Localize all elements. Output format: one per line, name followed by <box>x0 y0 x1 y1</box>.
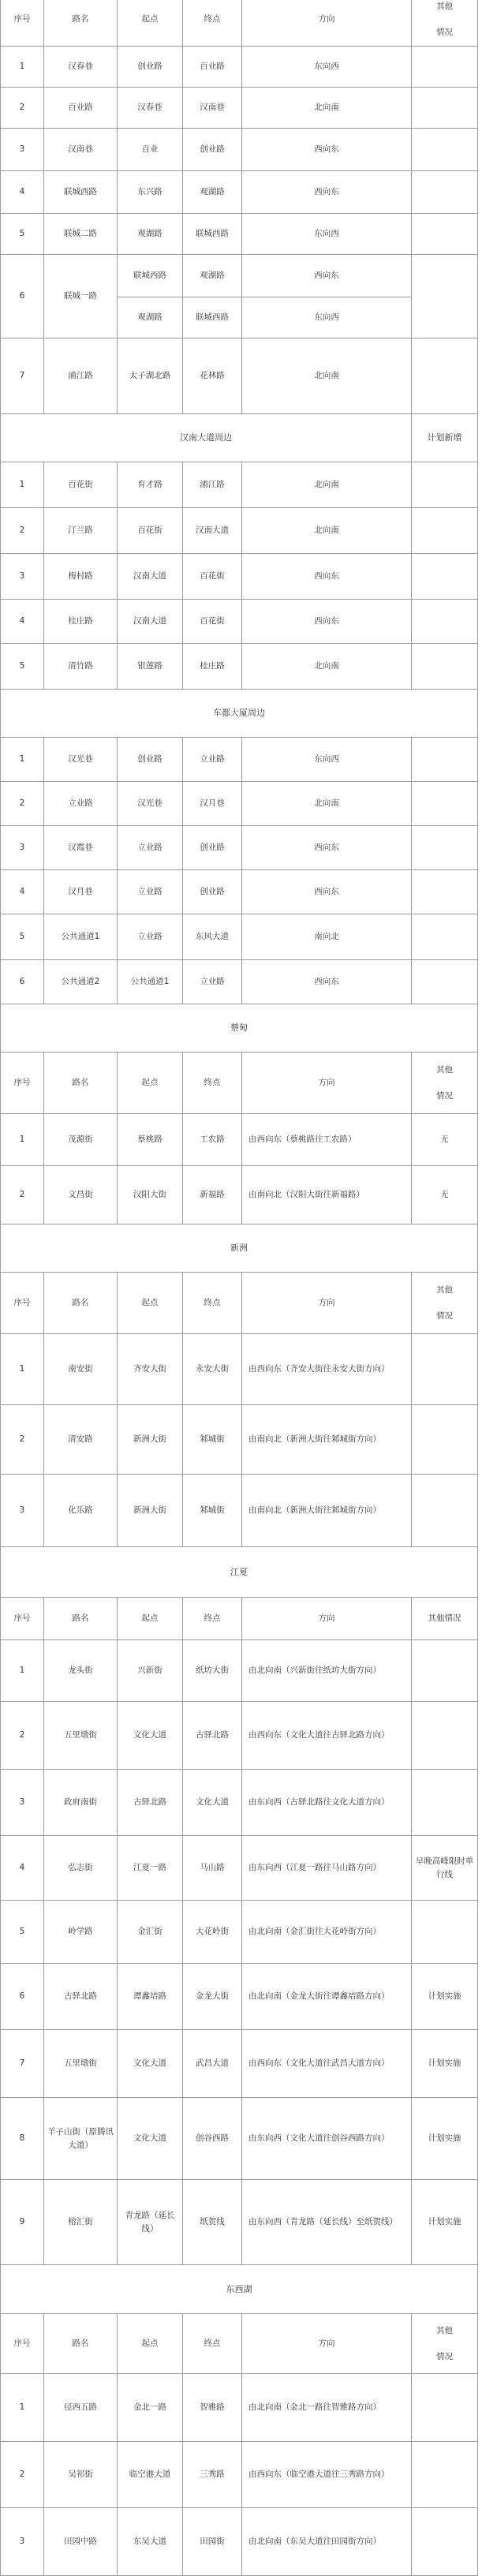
cell-direction: 北向南 <box>242 88 412 129</box>
cell-other <box>412 214 478 255</box>
table-row <box>1 129 478 171</box>
cell-start: 新洲大街 <box>118 1475 183 1547</box>
cell-end: 创业路 <box>183 826 242 870</box>
cell-road: 羊子山街（原腾讯大道） <box>44 2098 118 2180</box>
cell-direction: 西向东 <box>242 600 412 644</box>
cell-direction: 由北向南（金北一路往智雅路方向） <box>242 2374 412 2442</box>
header-road: 路名 <box>44 1052 118 1114</box>
cell-direction: 由北向南（东吴大道往田园街方向） <box>242 2508 412 2576</box>
cell-other: 无 <box>412 1114 478 1166</box>
header-start: 起点 <box>118 1598 183 1640</box>
cell-other <box>412 462 478 508</box>
table-row <box>1 2030 478 2098</box>
header-end: 终点 <box>183 0 242 47</box>
cell-start: 银莲路 <box>118 644 183 690</box>
cell-seq: 6 <box>1 255 44 338</box>
header-other: 其他 情况 <box>412 1052 478 1114</box>
cell-road: 化乐路 <box>44 1475 118 1547</box>
section-title-caidian: 蔡甸 <box>1 1004 478 1052</box>
cell-other <box>412 644 478 690</box>
header-other: 其他 情况 <box>412 1273 478 1334</box>
table-row <box>1 600 478 644</box>
table-row <box>1 214 478 255</box>
header-road: 路名 <box>44 2314 118 2374</box>
cell-road: 弘志街 <box>44 1836 118 1901</box>
header-direction: 方向 <box>242 0 412 47</box>
cell-start: 兴新街 <box>118 1640 183 1702</box>
cell-end: 百花街 <box>183 600 242 644</box>
cell-end: 百业路 <box>183 47 242 88</box>
section-hannan-row <box>1 414 478 462</box>
cell-other <box>412 2442 478 2508</box>
cell-start: 百业 <box>118 129 183 171</box>
cell-end: 观湖路 <box>183 255 242 297</box>
cell-seq: 5 <box>1 644 44 690</box>
table-header-row <box>1 1273 478 1334</box>
cell-other <box>412 1405 478 1475</box>
cell-end: 立业路 <box>183 738 242 782</box>
cell-start: 文化大道 <box>118 1702 183 1770</box>
table-row <box>1 960 478 1004</box>
cell-seq: 6 <box>1 960 44 1004</box>
table-row <box>1 462 478 508</box>
table-row <box>1 738 478 782</box>
cell-start: 谭鑫培路 <box>118 1964 183 2030</box>
cell-road: 政府南街 <box>44 1770 118 1836</box>
cell-other <box>412 129 478 171</box>
cell-seq: 5 <box>1 214 44 255</box>
cell-seq: 4 <box>1 1836 44 1901</box>
cell-direction: 由北向南（金汇街往大花岭街方向） <box>242 1901 412 1964</box>
cell-other: 计划实施 <box>412 2030 478 2098</box>
cell-seq: 1 <box>1 1114 44 1166</box>
cell-road: 榕汇街 <box>44 2180 118 2265</box>
cell-direction: 由东向西（古驿北路往文化大道方向） <box>242 1770 412 1836</box>
cell-direction: 西向东 <box>242 171 412 214</box>
cell-end: 智雅路 <box>183 2374 242 2442</box>
cell-direction: 东向西 <box>242 214 412 255</box>
cell-end: 联城西路 <box>183 214 242 255</box>
cell-seq: 3 <box>1 826 44 870</box>
cell-road: 径西五路 <box>44 2374 118 2442</box>
cell-road: 百花街 <box>44 462 118 508</box>
cell-seq: 3 <box>1 1475 44 1547</box>
cell-direction: 由西向东（文化大道往武昌大道方向） <box>242 2030 412 2098</box>
cell-end: 大花岭街 <box>183 1901 242 1964</box>
cell-direction: 由西向东（临空港大道往三秀路方向） <box>242 2442 412 2508</box>
cell-direction: 北向南 <box>242 462 412 508</box>
table-row <box>1 255 478 297</box>
cell-other: 计划实施 <box>412 1964 478 2030</box>
section-title-hannan: 汉南大道周边 <box>1 414 412 462</box>
cell-road: 古驿北路 <box>44 1964 118 2030</box>
cell-seq: 2 <box>1 1702 44 1770</box>
cell-seq: 2 <box>1 508 44 554</box>
table-row <box>1 2508 478 2576</box>
cell-end: 纸贺线 <box>183 2180 242 2265</box>
cell-road: 公共通道1 <box>44 914 118 960</box>
cell-end: 工农路 <box>183 1114 242 1166</box>
cell-end: 联城西路 <box>183 297 242 338</box>
cell-other <box>412 1475 478 1547</box>
cell-start: 太子湖北路 <box>118 338 183 414</box>
cell-road: 清竹路 <box>44 644 118 690</box>
cell-road: 立业路 <box>44 782 118 826</box>
cell-road: 南安街 <box>44 1334 118 1405</box>
header-direction: 方向 <box>242 2314 412 2374</box>
table-row <box>1 1166 478 1224</box>
cell-road: 汉霞巷 <box>44 826 118 870</box>
cell-other <box>412 2508 478 2576</box>
cell-start: 百花街 <box>118 508 183 554</box>
cell-other <box>412 1901 478 1964</box>
header-road: 路名 <box>44 1598 118 1640</box>
header-road: 路名 <box>44 1273 118 1334</box>
cell-other <box>412 782 478 826</box>
section-xinzhou-row <box>1 1224 478 1273</box>
cell-seq: 1 <box>1 2374 44 2442</box>
table-row <box>1 1114 478 1166</box>
cell-road: 公共通道2 <box>44 960 118 1004</box>
cell-road: 梅村路 <box>44 554 118 600</box>
section-donghu-row <box>1 2265 478 2314</box>
cell-seq: 2 <box>1 2442 44 2508</box>
cell-start: 立业路 <box>118 826 183 870</box>
cell-other <box>412 2374 478 2442</box>
cell-end: 永安大街 <box>183 1334 242 1405</box>
cell-end: 文化大道 <box>183 1770 242 1836</box>
cell-seq: 2 <box>1 1405 44 1475</box>
cell-start: 文化大道 <box>118 2098 183 2180</box>
header-other: 其他 情况 <box>412 0 478 47</box>
table-row <box>1 1901 478 1964</box>
cell-direction: 北向南 <box>242 338 412 414</box>
cell-road: 文昌街 <box>44 1166 118 1224</box>
table-row <box>1 1836 478 1901</box>
cell-start: 联城西路 <box>118 255 183 297</box>
cell-direction: 西向东 <box>242 129 412 171</box>
header-seq: 序号 <box>1 1598 44 1640</box>
cell-other <box>412 508 478 554</box>
cell-start: 公共通道1 <box>118 960 183 1004</box>
cell-road: 清安路 <box>44 1405 118 1475</box>
cell-end: 立业路 <box>183 960 242 1004</box>
cell-other <box>412 914 478 960</box>
cell-direction: 由西向东（齐安大街往永安大街方向） <box>242 1334 412 1405</box>
section-jiangxia-row <box>1 1547 478 1598</box>
cell-road: 汀兰路 <box>44 508 118 554</box>
cell-end: 邾城街 <box>183 1475 242 1547</box>
header-end: 终点 <box>183 1052 242 1114</box>
cell-end: 创业路 <box>183 870 242 914</box>
cell-other <box>412 171 478 214</box>
cell-seq: 3 <box>1 1770 44 1836</box>
header-road: 路名 <box>44 0 118 47</box>
cell-direction: 东向西 <box>242 297 412 338</box>
cell-seq: 1 <box>1 738 44 782</box>
cell-end: 田园街 <box>183 2508 242 2576</box>
cell-start: 汉南大道 <box>118 554 183 600</box>
section-title-donghu: 东西湖 <box>1 2265 478 2314</box>
cell-start: 齐安大街 <box>118 1334 183 1405</box>
cell-end: 创业路 <box>183 129 242 171</box>
cell-seq: 2 <box>1 88 44 129</box>
cell-seq: 4 <box>1 870 44 914</box>
cell-end: 花林路 <box>183 338 242 414</box>
cell-direction: 由南向北（新洲大街往邾城街方向） <box>242 1475 412 1547</box>
cell-end: 三秀路 <box>183 2442 242 2508</box>
cell-start: 汉阳大街 <box>118 1166 183 1224</box>
cell-start: 育才路 <box>118 462 183 508</box>
cell-direction: 东向西 <box>242 738 412 782</box>
cell-road: 岭学路 <box>44 1901 118 1964</box>
cell-direction: 由东向西（江夏一路往马山路方向） <box>242 1836 412 1901</box>
cell-start: 观湖路 <box>118 297 183 338</box>
cell-end: 汉南巷 <box>183 88 242 129</box>
header-end: 终点 <box>183 1598 242 1640</box>
cell-other <box>412 47 478 88</box>
cell-direction: 南向北 <box>242 914 412 960</box>
cell-other <box>412 826 478 870</box>
table-header-row <box>1 2314 478 2374</box>
cell-other <box>412 600 478 644</box>
cell-seq: 8 <box>1 2098 44 2180</box>
cell-direction: 西向东 <box>242 870 412 914</box>
cell-seq: 2 <box>1 782 44 826</box>
table-row <box>1 508 478 554</box>
cell-direction: 西向东 <box>242 255 412 297</box>
header-start: 起点 <box>118 2314 183 2374</box>
cell-seq: 6 <box>1 1964 44 2030</box>
cell-start: 观湖路 <box>118 214 183 255</box>
table-row <box>1 171 478 214</box>
cell-end: 新福路 <box>183 1166 242 1224</box>
section-title-jiangxia: 江夏 <box>1 1547 478 1598</box>
table-row <box>1 1334 478 1405</box>
cell-direction: 西向东 <box>242 960 412 1004</box>
cell-direction: 由西向东（蔡桃路往工农路） <box>242 1114 412 1166</box>
cell-direction: 北向南 <box>242 508 412 554</box>
header-start: 起点 <box>118 1052 183 1114</box>
cell-seq: 5 <box>1 914 44 960</box>
header-direction: 方向 <box>242 1052 412 1114</box>
cell-direction: 西向东 <box>242 826 412 870</box>
table-header-row <box>1 0 478 47</box>
cell-other <box>412 255 478 338</box>
cell-other <box>412 738 478 782</box>
table-row <box>1 2180 478 2265</box>
cell-direction: 由东向西（文化大道往创谷西路方向） <box>242 2098 412 2180</box>
table-row <box>1 2442 478 2508</box>
cell-other: 计划实施 <box>412 2098 478 2180</box>
cell-road: 茂源街 <box>44 1114 118 1166</box>
table-row <box>1 554 478 600</box>
cell-direction: 西向东 <box>242 554 412 600</box>
cell-road: 联城二路 <box>44 214 118 255</box>
cell-start: 立业路 <box>118 914 183 960</box>
cell-start: 汉光巷 <box>118 782 183 826</box>
cell-other <box>412 1640 478 1702</box>
header-seq: 序号 <box>1 1052 44 1114</box>
cell-end: 武昌大道 <box>183 2030 242 2098</box>
header-direction: 方向 <box>242 1273 412 1334</box>
cell-direction: 由东向西（青龙路（延长线）至纸贺线） <box>242 2180 412 2265</box>
cell-direction: 由南向北（新洲大街往邾城街方向） <box>242 1405 412 1475</box>
table-row <box>1 1964 478 2030</box>
cell-start: 临空港大道 <box>118 2442 183 2508</box>
cell-seq: 1 <box>1 1640 44 1702</box>
header-direction: 方向 <box>242 1598 412 1640</box>
cell-start: 金北一路 <box>118 2374 183 2442</box>
table-header-row <box>1 1052 478 1114</box>
cell-seq: 3 <box>1 554 44 600</box>
cell-direction: 由西向东（文化大道往古驿北路方向） <box>242 1702 412 1770</box>
cell-other <box>412 554 478 600</box>
header-other: 其他情况 <box>412 1598 478 1640</box>
cell-other <box>412 870 478 914</box>
cell-end: 邾城街 <box>183 1405 242 1475</box>
cell-start: 汉春巷 <box>118 88 183 129</box>
cell-seq: 9 <box>1 2180 44 2265</box>
cell-end: 浦江路 <box>183 462 242 508</box>
cell-seq: 1 <box>1 47 44 88</box>
table-row <box>1 47 478 88</box>
cell-seq: 1 <box>1 1334 44 1405</box>
cell-road: 五里墩街 <box>44 2030 118 2098</box>
cell-road: 龙头街 <box>44 1640 118 1702</box>
cell-other <box>412 1334 478 1405</box>
table-row <box>1 1640 478 1702</box>
cell-road: 吴祁街 <box>44 2442 118 2508</box>
cell-start: 东兴路 <box>118 171 183 214</box>
cell-start: 金汇街 <box>118 1901 183 1964</box>
table-row <box>1 338 478 414</box>
cell-direction: 由北向南（金龙大街往谭鑫培路方向） <box>242 1964 412 2030</box>
cell-seq: 4 <box>1 600 44 644</box>
cell-seq: 7 <box>1 2030 44 2098</box>
cell-road: 汉南巷 <box>44 129 118 171</box>
cell-direction: 东向西 <box>242 47 412 88</box>
cell-other <box>412 338 478 414</box>
table-row <box>1 2098 478 2180</box>
cell-start: 东吴大道 <box>118 2508 183 2576</box>
cell-end: 汉南大道 <box>183 508 242 554</box>
section-caidian-row <box>1 1004 478 1052</box>
cell-start: 青龙路（延长线） <box>118 2180 183 2265</box>
table-row <box>1 1475 478 1547</box>
table-row <box>1 644 478 690</box>
cell-end: 桂庄路 <box>183 644 242 690</box>
table-row <box>1 826 478 870</box>
header-end: 终点 <box>183 1273 242 1334</box>
cell-road: 联城西路 <box>44 171 118 214</box>
cell-road: 桂庄路 <box>44 600 118 644</box>
cell-start: 蔡桃路 <box>118 1114 183 1166</box>
cell-start: 古驿北路 <box>118 1770 183 1836</box>
table-row <box>1 1702 478 1770</box>
cell-direction: 由南向北（汉阳大街往新福路） <box>242 1166 412 1224</box>
cell-road: 汉月巷 <box>44 870 118 914</box>
cell-start: 汉南大道 <box>118 600 183 644</box>
section-note-hannan: 计划新增 <box>412 414 478 462</box>
cell-seq: 1 <box>1 462 44 508</box>
header-end: 终点 <box>183 2314 242 2374</box>
section-title-chedu: 车都大厦周边 <box>1 690 478 738</box>
cell-start: 立业路 <box>118 870 183 914</box>
cell-end: 汉月巷 <box>183 782 242 826</box>
cell-other: 无 <box>412 1166 478 1224</box>
cell-direction: 北向南 <box>242 644 412 690</box>
cell-seq: 7 <box>1 338 44 414</box>
cell-end: 创谷西路 <box>183 2098 242 2180</box>
cell-start: 江夏一路 <box>118 1836 183 1901</box>
cell-end: 古驿北路 <box>183 1702 242 1770</box>
cell-end: 纸坊大街 <box>183 1640 242 1702</box>
cell-road: 浦江路 <box>44 338 118 414</box>
cell-other <box>412 960 478 1004</box>
cell-seq: 4 <box>1 171 44 214</box>
table-row <box>1 782 478 826</box>
cell-other: 早晚高峰限时单行线 <box>412 1836 478 1901</box>
cell-seq: 3 <box>1 2508 44 2576</box>
cell-start: 创业路 <box>118 738 183 782</box>
cell-direction: 北向南 <box>242 782 412 826</box>
cell-road: 百业路 <box>44 88 118 129</box>
section-chedu-row <box>1 690 478 738</box>
cell-start: 文化大道 <box>118 2030 183 2098</box>
cell-direction: 由北向南（兴新街往纸坊大街方向） <box>242 1640 412 1702</box>
cell-other <box>412 88 478 129</box>
cell-end: 观湖路 <box>183 171 242 214</box>
header-seq: 序号 <box>1 0 44 47</box>
table-row <box>1 870 478 914</box>
cell-road: 田园中路 <box>44 2508 118 2576</box>
cell-road: 联城一路 <box>44 255 118 338</box>
header-seq: 序号 <box>1 2314 44 2374</box>
header-start: 起点 <box>118 1273 183 1334</box>
header-seq: 序号 <box>1 1273 44 1334</box>
cell-road: 汉春巷 <box>44 47 118 88</box>
section-title-xinzhou: 新洲 <box>1 1224 478 1273</box>
cell-seq: 3 <box>1 129 44 171</box>
cell-road: 五里墩街 <box>44 1702 118 1770</box>
cell-start: 新洲大街 <box>118 1405 183 1475</box>
cell-end: 百花街 <box>183 554 242 600</box>
cell-seq: 2 <box>1 1166 44 1224</box>
header-other: 其他 情况 <box>412 2314 478 2374</box>
cell-seq: 5 <box>1 1901 44 1964</box>
table-row <box>1 1405 478 1475</box>
table-row <box>1 1770 478 1836</box>
header-start: 起点 <box>118 0 183 47</box>
table-row <box>1 2374 478 2442</box>
table-row <box>1 914 478 960</box>
cell-end: 金龙大街 <box>183 1964 242 2030</box>
table-header-row <box>1 1598 478 1640</box>
cell-other <box>412 1770 478 1836</box>
cell-end: 东风大道 <box>183 914 242 960</box>
cell-end: 马山路 <box>183 1836 242 1901</box>
cell-other <box>412 1702 478 1770</box>
cell-start: 创业路 <box>118 47 183 88</box>
cell-other: 计划实施 <box>412 2180 478 2265</box>
table-row <box>1 88 478 129</box>
cell-road: 汉光巷 <box>44 738 118 782</box>
